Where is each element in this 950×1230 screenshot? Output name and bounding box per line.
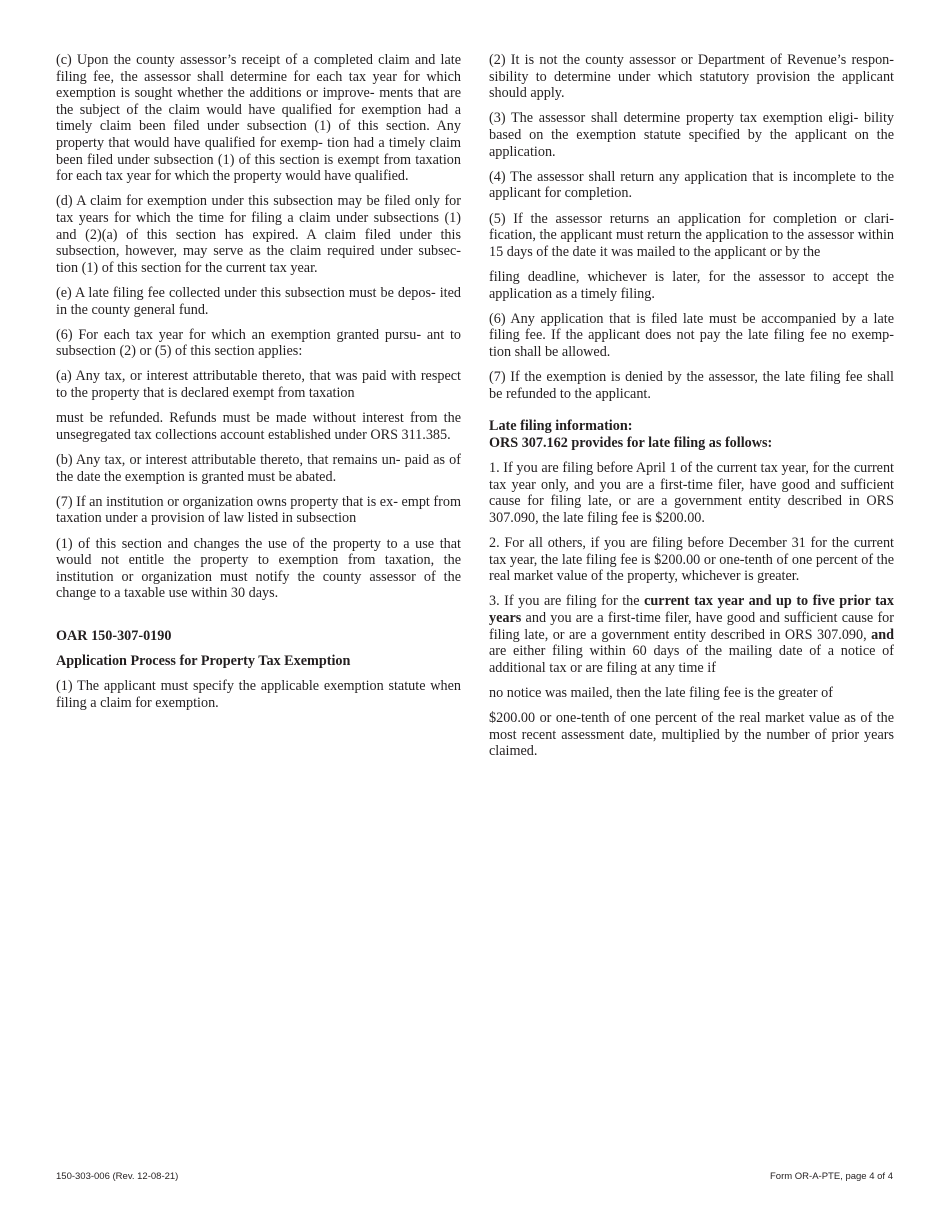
ors-late-filing-heading: ORS 307.162 provides for late filing as follows: [489,434,773,451]
paragraph-d-claim-for-exemption: (d) A claim for exemption under this subsection may be filed only for tax years for which the time for filing a claim under subsections (1) and (2)(a) of this section has expired. A claim filed under this subsection, however, may serve as the claim required under subsec- tion (1) of this section for the current tax year. [56,193,461,276]
paragraph-e-late-filing-fee-deposit: (e) A late filing fee collected under this subsection must be depos- ited in the county general fund. [56,284,461,318]
left-column [56,52,461,720]
item-3-bold-and: and [871,626,894,643]
form-revision-footer: 150-303-006 (Rev. 12-08-21) [56,1171,179,1182]
item-3-text-a: 3. If you are filing for the [489,593,645,610]
paragraph-7-change-of-use: (7) If an institution or organization owns property that is ex- empt from taxation under a provision of law listed in subsection [56,493,461,527]
item-3-text-c: are either filing within 60 days of the mailing date of a notice of additional tax or are filing at any time if [489,643,894,676]
paragraph-6-exemption-applies: (6) For each tax year for which an exemption granted pursu- ant to subsection (2) or (5) of this section applies: [56,326,461,360]
paragraph-4-incomplete-application: (4) The assessor shall return any application that is incomplete to the applicant for completion. [489,168,894,202]
paragraph-1-specify-statute: (1) The applicant must specify the applicable exemption statute when filing a claim for exemption. [56,678,461,711]
paragraph-7-fee-refund: (7) If the exemption is denied by the assessor, the late filing fee shall be refunded to the applicant. [489,369,894,402]
late-filing-item-1: 1. If you are filing before April 1 of the current tax year, for the current tax year only, and you are a first-time filer, have good and sufficient cause for filing late, or are a government entity described in ORS 307.090, the late filing fee is $200.00. [489,460,894,526]
late-filing-fee-greater: $200.00 or one-tenth of one percent of the real market value as of the most recent assessment date, multiplied by the number of prior years claimed. [489,710,894,760]
paragraph-5-return-application: (5) If the assessor returns an application for completion or clari- fication, the applicant must return the application to the assessor within 15 days of the date it was mailed to the applicant or by the [489,210,894,260]
paragraph-3-eligibility: (3) The assessor shall determine property tax exemption eligi- bility based on the exemption statute specified by the applicant on the application. [489,110,894,160]
paragraph-a-tax-paid: (a) Any tax, or interest attributable thereto, that was paid with respect to the property that is declared exempt from taxation [56,368,461,402]
paragraph-change-of-use-continuation: (1) of this section and changes the use of the property to a use that would not entitle the property to exemption from taxation, the institution or organization must notify the county assessor of the change to a taxable use within 30 days. [56,535,461,602]
paragraph-2-responsibility: (2) It is not the county assessor or Department of Revenue’s respon- sibility to determine under which statutory provision the applicant should apply. [489,52,894,102]
late-filing-item-3 [489,593,894,676]
page-number-footer: Form OR-A-PTE, page 4 of 4 [769,1171,893,1182]
paragraph-6-late-filing-fee: (6) Any application that is filed late must be accompanied by a late filing fee. If the applicant does not pay the late filing fee no exemp- tion shall be allowed. [489,310,894,360]
late-filing-no-notice: no notice was mailed, then the late filing fee is the greater of [489,684,833,701]
item-3-text-b: and you are a first-time filer, have good and sufficient cause for filing late, or are a government entity described in ORS 307.090, [489,609,894,643]
paragraph-refund-continuation: must be refunded. Refunds must be made without interest from the unsegregated tax collections account established under ORS 311.385. [56,410,461,443]
paragraph-b-tax-abated: (b) Any tax, or interest attributable thereto, that remains un- paid as of the date the exemption is granted must be abated. [56,452,461,485]
right-column [489,52,894,769]
paragraph-timely-filing-continuation: filing deadline, whichever is later, for the assessor to accept the application as a timely filing. [489,268,894,302]
late-filing-heading: Late filing information: [489,418,633,435]
application-process-heading: Application Process for Property Tax Exemption [56,653,351,670]
item-3-bold-years: current tax year and up to five prior tax years [489,593,894,626]
paragraph-c-assessor-determination: (c) Upon the county assessor’s receipt of a completed claim and late filing fee, the assessor shall determine for each tax year for which exemption is sought whether the additions or improve- ments that are the subject of the claim would have qualified for exemption had a timely claim been filed under subsection (1) of this section. Any property that would have qualified for exemp- tion had a timely claim been filed under subsection (1) of this section is exempt from taxation for each tax year for which the property would have qualified. [56,52,461,185]
oar-heading: OAR 150-307-0190 [56,627,172,644]
late-filing-item-2: 2. For all others, if you are filing before December 31 for the current tax year, the late filing fee is $200.00 or one-tenth of one percent of the real market value of the property, whichever is greater. [489,535,894,585]
